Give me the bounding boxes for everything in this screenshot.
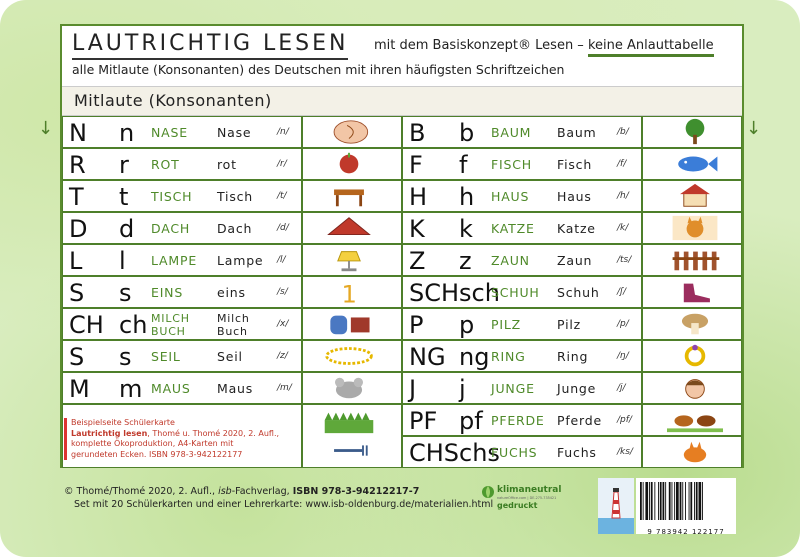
right-row-1 [402, 148, 742, 180]
mushroom-icon [665, 310, 725, 338]
right-row-7 [402, 340, 742, 372]
number-one-icon [319, 278, 379, 309]
arrow-down-left-icon: ↓ [38, 118, 54, 139]
tagline-accent: keine Anlauttabelle [588, 38, 714, 57]
right-row-3 [402, 212, 742, 244]
letter-upper: J [409, 375, 417, 403]
title-tagline [374, 38, 714, 53]
barcode-bar [702, 482, 703, 520]
footer-line-1: © Thomé/Thomé 2020, 2. Aufl., isb-Fachverlag, ISBN 978-3-94212217-7 [64, 486, 420, 497]
phoneme: /h/ [617, 191, 629, 201]
letter-lower: j [459, 375, 466, 403]
boy-icon [665, 374, 725, 402]
letter-lower: pf [459, 407, 483, 435]
page-title: LAUTRICHTIG LESEN [72, 30, 348, 60]
barcode-bar [685, 482, 686, 520]
phoneme: /ʃ/ [617, 287, 627, 297]
picture-divider [301, 405, 303, 467]
letter-upper: PF [409, 407, 438, 435]
barcode-bar [682, 482, 683, 520]
picture-divider [301, 373, 303, 403]
fish-icon [665, 150, 725, 178]
phoneme: /j/ [617, 383, 626, 393]
klima-line-3: gedruckt [497, 501, 538, 510]
right-row-6 [402, 308, 742, 340]
klima-line-1: klimaneutral [497, 485, 562, 495]
word-upper: FISCH [491, 157, 532, 172]
grass-icon [319, 407, 379, 435]
letter-upper: M [69, 375, 90, 403]
red-apple-icon [319, 150, 379, 178]
phoneme: /p/ [617, 319, 629, 329]
letter-lower: b [459, 119, 475, 147]
barcode-bar [663, 482, 665, 520]
letter-lower: ng [459, 343, 490, 371]
letter-upper: CHS [409, 439, 460, 467]
barcode-bar [676, 482, 679, 520]
section-header [62, 86, 742, 116]
letter-upper: T [69, 183, 84, 211]
phoneme: /l/ [277, 255, 286, 265]
right-row-2 [402, 180, 742, 212]
word-lower: rot [217, 157, 237, 172]
word-upper: PILZ [491, 317, 521, 332]
letter-upper: Z [409, 247, 426, 275]
lighthouse-icon [598, 478, 634, 534]
letter-lower: d [119, 215, 135, 243]
barcode-bar [665, 482, 666, 520]
right-row-8 [402, 372, 742, 404]
word-upper-1: MILCH [151, 312, 190, 325]
right-row-5 [402, 276, 742, 308]
picture-divider [641, 149, 643, 179]
picture-divider [301, 277, 303, 307]
picture-divider [641, 245, 643, 275]
left-row-1 [62, 148, 402, 180]
barcode-bar [699, 482, 702, 520]
barcode-number: 9 783942 122177 [647, 528, 725, 536]
barcode-bar [645, 482, 648, 520]
picture-divider [301, 245, 303, 275]
letter-lower: ch [119, 311, 148, 339]
left-row-0 [62, 116, 402, 148]
picture-divider [301, 149, 303, 179]
word-upper: JUNGE [491, 381, 535, 396]
left-row-2 [62, 180, 402, 212]
barcode-bar [669, 482, 671, 520]
phoneme: /x/ [277, 319, 289, 329]
mouse-icon [319, 374, 379, 402]
section-title: Mitlaute (Konsonanten) [74, 91, 272, 110]
barcode-bar [690, 482, 692, 520]
word-upper: PFERDE [491, 413, 545, 428]
word-upper: MAUS [151, 381, 191, 396]
barcode-bar [694, 482, 695, 520]
tagline-prefix: mit dem Basiskonzept® Lesen – [374, 38, 584, 53]
phoneme: /s/ [277, 287, 288, 297]
picture-divider [641, 437, 643, 467]
word-upper: ROT [151, 157, 180, 172]
picture-divider [641, 181, 643, 211]
word-lower: Maus [217, 381, 254, 396]
letter-upper: S [69, 279, 85, 307]
letter-upper: H [409, 183, 428, 211]
letter-upper: R [69, 151, 86, 179]
notes-line-3: komplette Ökoproduktion, A4-Karten mit [71, 439, 234, 448]
left-row-3 [62, 212, 402, 244]
letter-upper: SCH [409, 279, 460, 307]
picture-divider [301, 181, 303, 211]
consonant-grid [62, 116, 742, 466]
word-lower: Fisch [557, 157, 593, 172]
word-upper: BAUM [491, 125, 532, 140]
phoneme: /ŋ/ [617, 351, 629, 361]
sample-notes [64, 418, 279, 460]
word-lower: Lampe [217, 253, 264, 268]
picture-divider [301, 341, 303, 371]
letter-upper: K [409, 215, 425, 243]
footer-line-2: Set mit 20 Schülerkarten und einer Lehrerkarte: www.isb-oldenburg.de/materialien.html [74, 499, 494, 510]
arrow-down-right-icon: ↓ [746, 118, 762, 139]
cat-icon [665, 214, 725, 242]
barcode-bar [649, 482, 650, 520]
letter-upper: CH [69, 311, 104, 339]
word-upper: NASE [151, 125, 188, 140]
barcode-bar [689, 482, 690, 520]
roof-icon [319, 214, 379, 242]
rope-icon [319, 342, 379, 370]
house-icon [665, 182, 725, 210]
tree-icon [665, 118, 725, 146]
word-lower: eins [217, 285, 246, 300]
barcode-bar [658, 482, 659, 520]
nose-icon [319, 118, 379, 146]
letter-lower: p [459, 311, 475, 339]
subtitle: alle Mitlaute (Konsonanten) des Deutschen mit ihren häufigsten Schriftzeichen [72, 62, 565, 77]
word-upper: ZAUN [491, 253, 530, 268]
letter-upper: NG [409, 343, 446, 371]
word-upper: KATZE [491, 221, 535, 236]
left-row-5 [62, 276, 402, 308]
barcode-bar [654, 482, 655, 520]
word-lower: Seil [217, 349, 243, 364]
left-row-7 [62, 340, 402, 372]
lamp-icon [319, 246, 379, 274]
letter-lower: n [119, 119, 135, 147]
notes-line-1: Beispielseite Schülerkarte [71, 418, 175, 427]
barcode-bar [680, 482, 682, 520]
word-upper: LAMPE [151, 253, 198, 268]
letter-lower: sch [459, 279, 500, 307]
word-lower: Junge [557, 381, 597, 396]
letter-lower: s [119, 343, 132, 371]
fox-icon [665, 438, 725, 466]
phoneme: /t/ [277, 191, 287, 201]
word-lower-1: Milch [217, 312, 250, 325]
picture-divider [301, 309, 303, 339]
word-lower: Pferde [557, 413, 602, 428]
milk-book-icon [319, 310, 379, 338]
word-upper: EINS [151, 285, 184, 300]
phoneme: /d/ [277, 223, 289, 233]
word-lower: Fuchs [557, 445, 597, 460]
picture-divider [641, 277, 643, 307]
barcode-bar [640, 482, 642, 520]
barcode [636, 478, 736, 534]
shoe-icon [665, 278, 725, 306]
letter-lower: h [459, 183, 475, 211]
barcode-bar [660, 482, 662, 520]
word-lower: Dach [217, 221, 253, 236]
barcode-bar [643, 482, 644, 520]
phoneme: /k/ [617, 223, 629, 233]
letter-lower: t [119, 183, 129, 211]
phoneme: /b/ [617, 127, 629, 137]
letter-upper: P [409, 311, 424, 339]
phoneme: /pf/ [617, 415, 632, 425]
word-upper: FUCHS [491, 445, 538, 460]
klimaneutral-logo [480, 478, 562, 518]
letter-upper: D [69, 215, 88, 243]
letter-upper: N [69, 119, 87, 147]
word-upper: SEIL [151, 349, 181, 364]
word-lower: Baum [557, 125, 597, 140]
fence-icon [665, 246, 725, 274]
picture-divider [641, 405, 643, 435]
barcode-bars [636, 478, 736, 524]
word-upper-2: BUCH [151, 325, 186, 338]
letter-upper: L [69, 247, 83, 275]
phoneme: /ts/ [617, 255, 632, 265]
table-icon [319, 182, 379, 210]
word-upper: RING [491, 349, 526, 364]
word-lower: Nase [217, 125, 252, 140]
word-lower: Zaun [557, 253, 593, 268]
phoneme: /ks/ [617, 447, 633, 457]
letter-upper: B [409, 119, 426, 147]
barcode-bar [696, 482, 698, 520]
letter-lower: l [119, 247, 126, 275]
phoneme: /z/ [277, 351, 288, 361]
letter-lower: k [459, 215, 473, 243]
klima-line-2: natureOffice.com | DE-275-735421 [497, 496, 557, 500]
phoneme: /m/ [277, 383, 292, 393]
word-lower: Tisch [217, 189, 254, 204]
left-row-6 [62, 308, 402, 340]
svg-text:1: 1 [341, 279, 357, 309]
horses-icon [665, 406, 725, 434]
picture-divider [641, 341, 643, 371]
phoneme: /f/ [617, 159, 627, 169]
barcode-bar [672, 482, 673, 520]
letter-lower: chs [459, 439, 500, 467]
word-lower: Katze [557, 221, 596, 236]
phoneme: /n/ [277, 127, 289, 137]
word-lower: Ring [557, 349, 589, 364]
letter-lower: m [119, 375, 143, 403]
word-upper: DACH [151, 221, 191, 236]
picture-divider [641, 117, 643, 147]
main-panel [60, 24, 744, 468]
word-upper: TISCH [151, 189, 193, 204]
right-row-0 [402, 116, 742, 148]
word-upper: SCHUH [491, 285, 540, 300]
letter-upper: S [69, 343, 85, 371]
picture-divider [641, 213, 643, 243]
left-row-4 [62, 244, 402, 276]
right-row-9 [402, 404, 742, 436]
letter-lower: s [119, 279, 132, 307]
letter-lower: z [459, 247, 472, 275]
notes-line-4: gerundeten Ecken. ISBN 978-3-942122177 [71, 449, 243, 459]
ring-icon [665, 342, 725, 370]
left-row-8 [62, 372, 402, 404]
word-upper: HAUS [491, 189, 530, 204]
picture-divider [301, 117, 303, 147]
picture-divider [641, 373, 643, 403]
notes-line-2: Lautrichtig lesen, Thomé u. Thomé 2020, 2. Aufl., [71, 428, 280, 438]
picture-divider [641, 309, 643, 339]
letter-lower: f [459, 151, 468, 179]
word-lower: Haus [557, 189, 592, 204]
word-lower: Pilz [557, 317, 581, 332]
right-row-4 [402, 244, 742, 276]
fork-icon [319, 437, 379, 465]
letter-lower: r [119, 151, 129, 179]
word-lower-2: Buch [217, 325, 248, 338]
right-row-10 [402, 436, 742, 468]
barcode-bar [674, 482, 675, 520]
barcode-bar [651, 482, 653, 520]
word-lower: Schuh [557, 285, 600, 300]
picture-divider [301, 213, 303, 243]
letter-upper: F [409, 151, 423, 179]
phoneme: /r/ [277, 159, 287, 169]
